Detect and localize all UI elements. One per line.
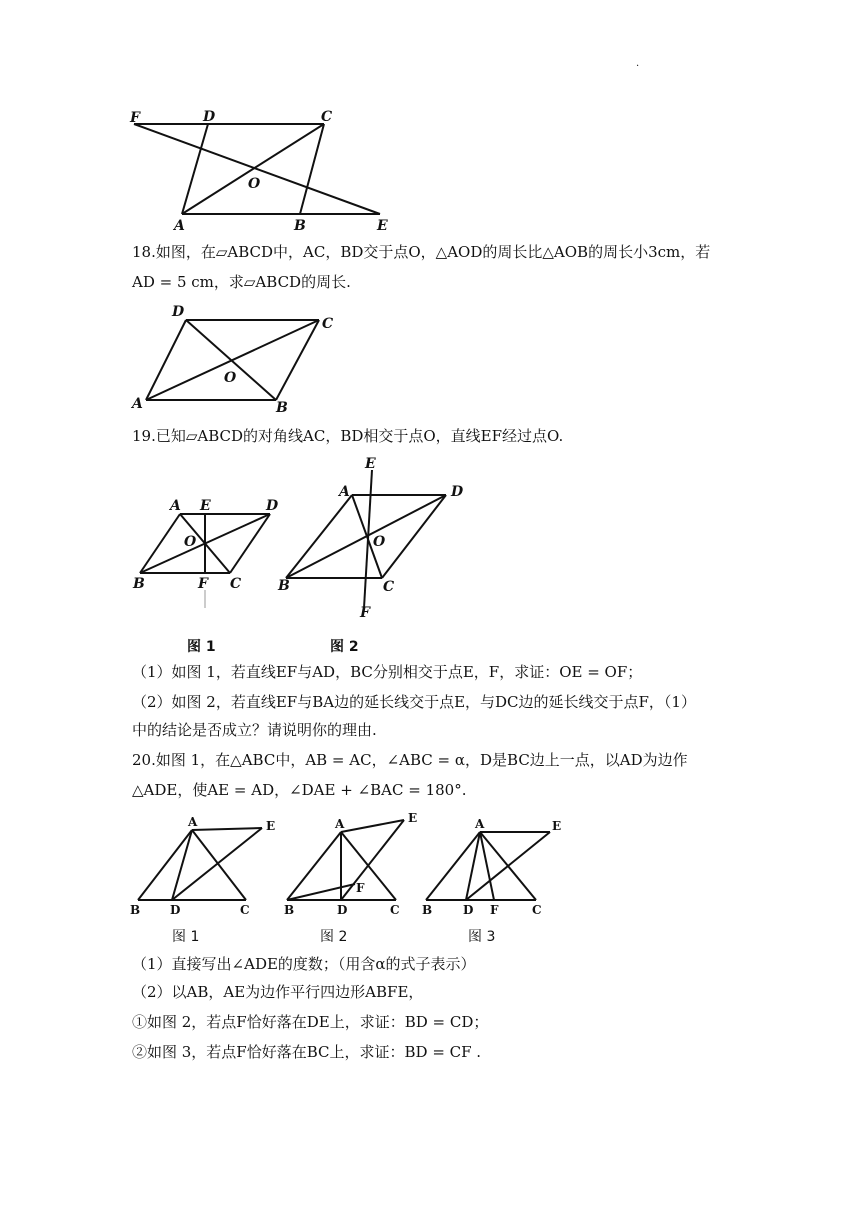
- q20-part-2-2: ②如图 3，若点F恰好落在BC上，求证：BD = CF .: [132, 1043, 482, 1061]
- label-F: F: [360, 605, 370, 621]
- q19-figure-2: [0, 440, 860, 640]
- q20-fig2-caption: 图 2: [320, 929, 348, 945]
- label-A: A: [335, 817, 345, 831]
- label-B: B: [294, 218, 306, 234]
- q19-fig1-caption: 图 1: [187, 639, 216, 655]
- label-B: B: [130, 903, 141, 917]
- q20-part-2: （2）以AB，AE为边作平行四边形ABFE，: [132, 983, 424, 1001]
- label-O: O: [224, 370, 237, 386]
- figure-top-parallelogram: [0, 0, 860, 240]
- label-A: A: [132, 396, 143, 412]
- page-mark: .: [636, 58, 640, 69]
- q20-figure-3: [0, 808, 860, 928]
- label-D: D: [172, 304, 185, 320]
- label-A: A: [174, 218, 185, 234]
- q18-text-line-1: 18.如图，在▱ABCD中，AC，BD交于点O，△AOD的周长比△AOB的周长小3cm，若: [132, 243, 711, 261]
- label-A: A: [188, 815, 198, 829]
- label-A: A: [475, 817, 485, 831]
- label-C: C: [230, 576, 242, 592]
- label-C: C: [322, 316, 334, 332]
- q20-part-1: （1）直接写出∠ADE的度数；（用含α的式子表示）: [132, 955, 476, 973]
- label-A: A: [170, 498, 181, 514]
- label-B: B: [133, 576, 145, 592]
- label-B: B: [278, 578, 290, 594]
- label-D: D: [337, 903, 348, 917]
- label-D: D: [170, 903, 181, 917]
- label-D: D: [463, 903, 474, 917]
- label-C: C: [532, 903, 542, 917]
- q18-text-line-2: AD = 5 cm，求▱ABCD的周长.: [132, 273, 351, 291]
- label-B: B: [422, 903, 433, 917]
- label-F: F: [130, 110, 140, 126]
- q19-fig2-caption: 图 2: [330, 639, 359, 655]
- label-C: C: [390, 903, 400, 917]
- label-C: C: [321, 109, 333, 125]
- q18-figure: [0, 300, 860, 440]
- label-O: O: [184, 534, 197, 550]
- label-E: E: [377, 218, 388, 234]
- label-C: C: [240, 903, 250, 917]
- label-O: O: [373, 534, 386, 550]
- label-E: E: [552, 819, 562, 833]
- q19-text-line-1: 19.已知▱ABCD的对角线AC，BD相交于点O，直线EF经过点O.: [132, 427, 564, 445]
- q19-part-2-line-1: （2）如图 2，若直线EF与BA边的延长线交于点E，与DC边的延长线交于点F，（1）: [132, 693, 696, 711]
- label-O: O: [248, 176, 261, 192]
- label-E: E: [408, 811, 418, 825]
- q20-fig3-caption: 图 3: [468, 929, 496, 945]
- q20-text-line-2: △ADE，使AE = AD，∠DAE + ∠BAC = 180°.: [132, 781, 467, 799]
- label-E: E: [200, 498, 211, 514]
- label-F: F: [356, 881, 365, 895]
- q20-text-line-1: 20.如图 1，在△ABC中，AB = AC，∠ABC = α，D是BC边上一点，以AD为边作: [132, 751, 688, 769]
- label-D: D: [203, 109, 216, 125]
- q20-fig1-caption: 图 1: [172, 929, 200, 945]
- label-F: F: [490, 903, 499, 917]
- label-D: D: [266, 498, 279, 514]
- label-B: B: [284, 903, 295, 917]
- label-D: D: [451, 484, 464, 500]
- label-E: E: [266, 819, 276, 833]
- label-E: E: [365, 456, 376, 472]
- label-C: C: [383, 579, 395, 595]
- q19-part-1: （1）如图 1，若直线EF与AD，BC分别相交于点E，F，求证：OE = OF；: [132, 663, 643, 681]
- label-F: F: [198, 576, 208, 592]
- q20-part-2-1: ①如图 2，若点F恰好落在DE上，求证：BD = CD；: [132, 1013, 489, 1031]
- label-B: B: [276, 400, 288, 416]
- q19-part-2-line-2: 中的结论是否成立？请说明你的理由.: [132, 721, 377, 739]
- label-A: A: [339, 484, 350, 500]
